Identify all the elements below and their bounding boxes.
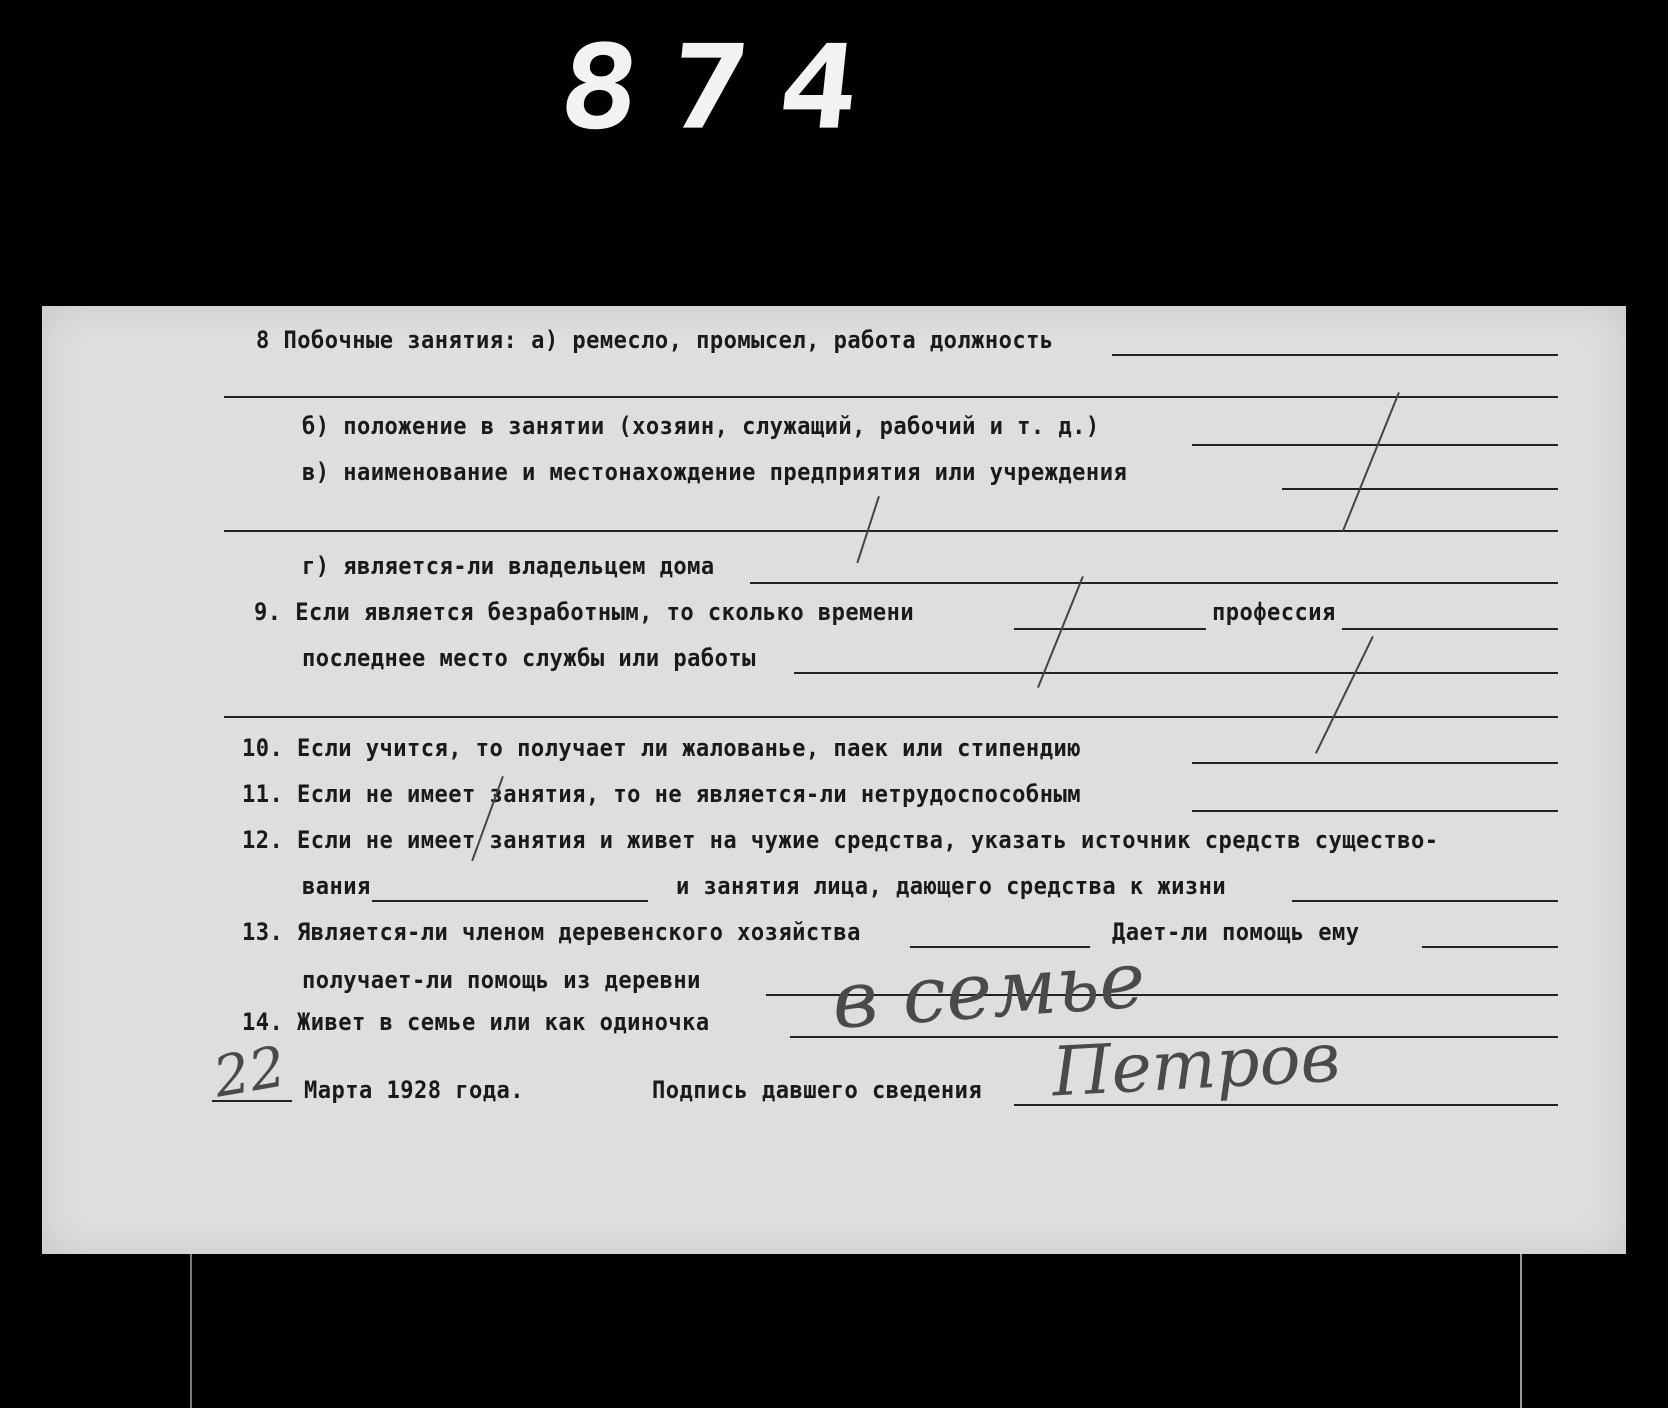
signature-label: Подпись давшего сведения [652, 1076, 983, 1104]
answer-line-8v-continued [224, 530, 1558, 532]
answer-line-8v [1282, 488, 1558, 490]
handwritten-signature: Петров [1050, 1018, 1342, 1113]
question-13a-help: Дает-ли помощь ему [1112, 918, 1360, 946]
census-form-card [42, 306, 1626, 1254]
date-month-year: Марта 1928 года. [304, 1076, 525, 1104]
question-9a: 9. Если является безработным, то сколько времени [254, 598, 915, 626]
question-11: 11. Если не имеет занятия, то не является-ли нетрудоспособным [242, 780, 1081, 808]
question-12b-prefix: вания [302, 872, 371, 900]
answer-line-13a-help [1422, 946, 1558, 948]
answer-line-11 [1192, 810, 1558, 812]
answer-line-12-person [1292, 900, 1558, 902]
question-12a: 12. Если не имеет занятия и живет на чужие средства, указать источник средств существо- [242, 826, 1439, 854]
question-13b: получает-ли помощь из деревни [302, 966, 701, 994]
answer-line-8a [1112, 354, 1558, 356]
answer-line-12-source [372, 900, 648, 902]
question-9a-profession: профессия [1212, 598, 1336, 626]
answer-line-9b-continued [224, 716, 1558, 718]
question-8b: б) положение в занятии (хозяин, служащий, рабочий и т. д.) [302, 412, 1100, 440]
answer-line-9a-profession [1342, 628, 1558, 630]
question-8g: г) является-ли владельцем дома [302, 552, 715, 580]
answer-line-8a-continued [224, 396, 1558, 398]
answer-line-8g [750, 582, 1558, 584]
question-9b: последнее место службы или работы [302, 644, 756, 672]
answer-line-9b [794, 672, 1558, 674]
date-day-line [212, 1100, 292, 1102]
frame-number: 874 [552, 20, 896, 156]
question-13a: 13. Является-ли членом деревенского хозяйства [242, 918, 861, 946]
handwritten-answer-14: в семье [829, 935, 1149, 1047]
answer-line-10 [1192, 762, 1558, 764]
question-8v: в) наименование и местонахождение предприятия или учреждения [302, 458, 1128, 486]
answer-line-9a-time [1014, 628, 1206, 630]
dash-mark-10 [1315, 636, 1374, 754]
question-12b-suffix: и занятия лица, дающего средства к жизни [676, 872, 1227, 900]
handwritten-date-day: 22 [208, 1034, 291, 1111]
question-10: 10. Если учится, то получает ли жалованье, паек или стипендию [242, 734, 1081, 762]
question-14: 14. Живет в семье или как одиночка [242, 1008, 710, 1036]
question-8a: 8 Побочные занятия: а) ремесло, промысел, работа должность [256, 326, 1054, 354]
dash-mark-8b [1342, 392, 1400, 532]
film-edge-mark-left [190, 1254, 192, 1408]
film-edge-mark-right [1520, 1254, 1522, 1408]
